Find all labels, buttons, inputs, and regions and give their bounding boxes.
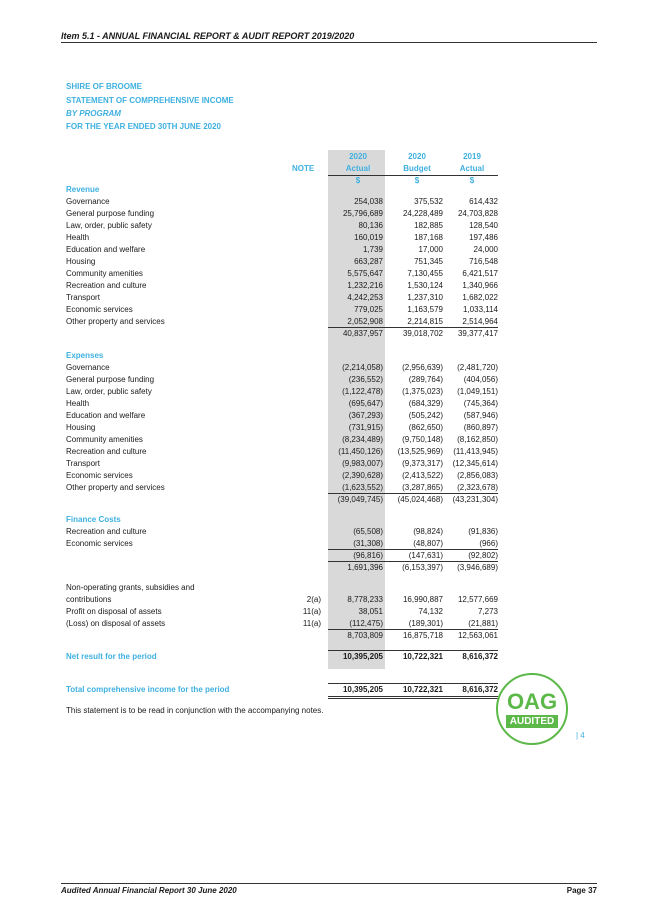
row-label: Health	[66, 233, 90, 242]
value-2020-actual: 40,837,957	[342, 329, 383, 338]
value-2020-budget: (862,650)	[408, 423, 443, 432]
value-2020-budget: (3,287,865)	[402, 483, 443, 492]
value-2020-actual: (9,983,007)	[342, 459, 383, 468]
value-2020-budget: 16,875,718	[402, 631, 443, 640]
non-operating-heading-row	[0, 582, 653, 594]
col1-unit: $	[355, 176, 361, 185]
expense-row	[0, 422, 653, 434]
statement-note: This statement is to be read in conjunction with the accompanying notes.	[66, 706, 324, 715]
finance-heading-row	[0, 514, 653, 526]
value-2019-actual: (91,836)	[468, 527, 498, 536]
net-result-label: Net result for the period	[66, 652, 157, 661]
row-label: Law, order, public safety	[66, 221, 152, 230]
title-statement: STATEMENT OF COMPREHENSIVE INCOME	[66, 96, 234, 105]
col1-year: 2020	[349, 152, 367, 161]
stamp-bottom-text: AUDITED	[506, 715, 558, 728]
value-2020-actual: (11,450,126)	[338, 447, 383, 456]
revenue-row	[0, 196, 653, 208]
value-2020-budget: 1,163,579	[407, 305, 443, 314]
value-2020-budget: 7,130,455	[407, 269, 443, 278]
expense-row	[0, 434, 653, 446]
col3-year: 2019	[463, 152, 481, 161]
value-2020-budget: 16,990,887	[402, 595, 443, 604]
value-2019-actual: (43,231,304)	[452, 495, 498, 504]
value-2019-actual: (21,881)	[468, 619, 498, 628]
expense-row	[0, 458, 653, 470]
value-2020-budget: (684,329)	[408, 399, 443, 408]
title-entity: SHIRE OF BROOME	[66, 82, 143, 91]
footer-divider	[61, 883, 597, 884]
revenue-row	[0, 304, 653, 316]
value-2020-budget: 24,228,489	[402, 209, 443, 218]
expense-row	[0, 482, 653, 494]
value-2020-budget: (1,375,023)	[402, 387, 443, 396]
value-2020-actual: 38,051	[358, 607, 383, 616]
value-2019-actual: 12,577,669	[457, 595, 498, 604]
value-2020-actual: 1,691,396	[347, 563, 383, 572]
non-operating-heading: Non-operating grants, subsidies and	[66, 583, 195, 592]
row-label: Recreation and culture	[66, 527, 147, 536]
row-label: Transport	[66, 459, 100, 468]
operating-subtotal-row	[0, 562, 653, 574]
col3-kind: Actual	[459, 164, 485, 173]
value-2020-budget: (48,807)	[413, 539, 443, 548]
row-label: General purpose funding	[66, 209, 155, 218]
value-2020-actual: (31,308)	[353, 539, 383, 548]
value-2019-actual: 24,000	[473, 245, 498, 254]
non-operating-row	[0, 594, 653, 606]
value-2019-actual: (587,946)	[463, 411, 498, 420]
row-label: Economic services	[66, 471, 133, 480]
row-label: General purpose funding	[66, 375, 155, 384]
expenses-total-row	[0, 494, 653, 506]
revenue-row	[0, 256, 653, 268]
value-2020-budget: 74,132	[418, 607, 443, 616]
value-2020-actual: 663,287	[354, 257, 383, 266]
value-2020-actual: (96,816)	[353, 551, 383, 560]
col2-year: 2020	[408, 152, 426, 161]
value-2020-actual: (731,915)	[348, 423, 383, 432]
value-2020-budget: 10,722,321	[402, 652, 443, 661]
col3-unit: $	[469, 176, 475, 185]
value-2020-actual: (2,390,628)	[342, 471, 383, 480]
value-2020-actual: (695,647)	[348, 399, 383, 408]
row-label: Profit on disposal of assets	[66, 607, 162, 616]
value-2020-actual: 1,739	[362, 245, 383, 254]
row-label: Education and welfare	[66, 245, 146, 254]
row-label: Education and welfare	[66, 411, 146, 420]
value-2020-budget: 751,345	[414, 257, 443, 266]
revenue-total-row	[0, 328, 653, 340]
value-2019-actual: 39,377,417	[457, 329, 498, 338]
title-period: FOR THE YEAR ENDED 30TH JUNE 2020	[66, 122, 222, 131]
footer-title: Audited Annual Financial Report 30 June 2020	[61, 886, 237, 895]
row-label: Economic services	[66, 305, 133, 314]
row-label: Governance	[66, 197, 110, 206]
non-operating-total-row	[0, 630, 653, 642]
value-2020-budget: 182,885	[414, 221, 443, 230]
net-result-row	[0, 651, 653, 663]
row-label: Economic services	[66, 539, 133, 548]
value-2020-actual: 25,796,689	[342, 209, 383, 218]
revenue-row	[0, 280, 653, 292]
revenue-row	[0, 316, 653, 328]
row-label: Community amenities	[66, 269, 143, 278]
value-2020-actual: 1,232,216	[347, 281, 383, 290]
value-2019-actual: (2,323,678)	[457, 483, 498, 492]
revenue-row	[0, 208, 653, 220]
expense-row	[0, 386, 653, 398]
value-2019-actual: 1,682,022	[462, 293, 498, 302]
value-2019-actual: (745,364)	[463, 399, 498, 408]
finance-costs-heading: Finance Costs	[66, 515, 121, 524]
value-2019-actual: 614,432	[469, 197, 498, 206]
value-2019-actual: (404,056)	[463, 375, 498, 384]
value-2019-actual: (3,946,689)	[457, 563, 498, 572]
value-2020-budget: (45,024,468)	[397, 495, 443, 504]
non-operating-row	[0, 606, 653, 618]
value-2020-actual: (1,122,478)	[342, 387, 383, 396]
value-2020-actual: 80,136	[358, 221, 383, 230]
value-2020-budget: 2,214,815	[407, 317, 443, 326]
row-label: contributions	[66, 595, 112, 604]
revenue-row	[0, 268, 653, 280]
value-2020-actual: 8,703,809	[347, 631, 383, 640]
value-2020-budget: (189,301)	[408, 619, 443, 628]
value-2020-actual: 10,395,205	[342, 652, 383, 661]
value-2020-actual: 4,242,253	[347, 293, 383, 302]
value-2019-actual: 716,548	[469, 257, 498, 266]
value-2020-actual: 8,778,233	[347, 595, 383, 604]
finance-total-row	[0, 550, 653, 562]
section-page-number: | 4	[576, 731, 585, 740]
value-2020-actual: (2,214,058)	[342, 363, 383, 372]
non-operating-row	[0, 618, 653, 630]
value-2020-budget: 10,722,321	[402, 685, 443, 694]
expenses-heading-row	[0, 350, 653, 362]
value-2020-budget: (98,824)	[413, 527, 443, 536]
value-2020-budget: 375,532	[414, 197, 443, 206]
value-2020-actual: 779,025	[354, 305, 383, 314]
value-2019-actual: 197,486	[469, 233, 498, 242]
value-2020-actual: (236,552)	[348, 375, 383, 384]
expense-row	[0, 374, 653, 386]
value-2019-actual: (860,897)	[463, 423, 498, 432]
page-header: Item 5.1 - ANNUAL FINANCIAL REPORT & AUDIT REPORT 2019/2020	[61, 31, 355, 41]
value-2019-actual: 8,616,372	[462, 685, 498, 694]
value-2020-budget: (2,956,639)	[402, 363, 443, 372]
value-2020-budget: (6,153,397)	[402, 563, 443, 572]
expense-row	[0, 446, 653, 458]
value-2020-actual: 2,052,908	[347, 317, 383, 326]
value-2020-budget: (505,242)	[408, 411, 443, 420]
value-2020-budget: (289,764)	[408, 375, 443, 384]
value-2020-actual: (367,293)	[348, 411, 383, 420]
value-2020-actual: (8,234,489)	[342, 435, 383, 444]
note-column-header: NOTE	[292, 164, 315, 173]
value-2020-budget: 1,530,124	[407, 281, 443, 290]
value-2020-actual: 10,395,205	[342, 685, 383, 694]
value-2020-actual: (1,623,552)	[342, 483, 383, 492]
value-2019-actual: (966)	[479, 539, 498, 548]
expense-row	[0, 398, 653, 410]
value-2019-actual: (2,856,083)	[457, 471, 498, 480]
row-label: Housing	[66, 423, 96, 432]
footer-page-number: Page 37	[566, 886, 597, 895]
row-note: 2(a)	[306, 595, 321, 604]
finance-row	[0, 526, 653, 538]
value-2020-budget: (9,373,317)	[402, 459, 443, 468]
revenue-heading-row	[0, 184, 653, 196]
value-2019-actual: 2,514,964	[462, 317, 498, 326]
value-2020-actual: (112,475)	[349, 619, 383, 628]
expenses-heading: Expenses	[66, 351, 104, 360]
expense-row	[0, 470, 653, 482]
value-2020-budget: (13,525,969)	[397, 447, 443, 456]
row-label: Transport	[66, 293, 100, 302]
row-label: (Loss) on disposal of assets	[66, 619, 166, 628]
expense-row	[0, 410, 653, 422]
stamp-top-text: OAG	[506, 688, 558, 714]
row-label: Governance	[66, 363, 110, 372]
value-2020-actual: 160,019	[354, 233, 383, 242]
value-2020-actual: 5,575,647	[347, 269, 383, 278]
value-2019-actual: 7,273	[477, 607, 498, 616]
row-label: Other property and services	[66, 317, 165, 326]
revenue-row	[0, 244, 653, 256]
expense-row	[0, 362, 653, 374]
col2-unit: $	[414, 176, 420, 185]
value-2019-actual: (12,345,614)	[452, 459, 498, 468]
value-2019-actual: (1,049,151)	[457, 387, 498, 396]
value-2020-budget: (147,631)	[408, 551, 443, 560]
row-label: Other property and services	[66, 483, 165, 492]
title-program: BY PROGRAM	[66, 109, 121, 118]
revenue-row	[0, 292, 653, 304]
value-2019-actual: 128,540	[469, 221, 498, 230]
revenue-row	[0, 220, 653, 232]
row-label: Law, order, public safety	[66, 387, 152, 396]
value-2019-actual: (92,802)	[468, 551, 498, 560]
value-2019-actual: 24,703,828	[457, 209, 498, 218]
revenue-heading: Revenue	[66, 185, 100, 194]
double-rule	[328, 696, 498, 697]
revenue-row	[0, 232, 653, 244]
value-2020-budget: (2,413,522)	[402, 471, 443, 480]
value-2020-budget: 17,000	[418, 245, 443, 254]
row-label: Health	[66, 399, 90, 408]
value-2019-actual: (8,162,850)	[457, 435, 498, 444]
value-2019-actual: 6,421,517	[462, 269, 498, 278]
header-divider	[61, 42, 597, 43]
col1-kind: Actual	[345, 164, 371, 173]
oag-audited-stamp	[496, 673, 568, 745]
value-2020-budget: 187,168	[414, 233, 443, 242]
value-2020-actual: 254,038	[354, 197, 383, 206]
row-label: Recreation and culture	[66, 281, 147, 290]
row-label: Community amenities	[66, 435, 143, 444]
double-rule	[328, 698, 498, 699]
value-2020-actual: (65,508)	[353, 527, 383, 536]
value-2019-actual: (2,481,720)	[457, 363, 498, 372]
value-2019-actual: (11,413,945)	[453, 447, 498, 456]
value-2020-budget: 39,018,702	[402, 329, 443, 338]
row-note: 11(a)	[302, 607, 321, 616]
row-label: Recreation and culture	[66, 447, 147, 456]
value-2019-actual: 12,563,061	[457, 631, 498, 640]
col2-kind: Budget	[403, 164, 431, 173]
value-2020-budget: 1,237,310	[407, 293, 443, 302]
finance-row	[0, 538, 653, 550]
value-2019-actual: 8,616,372	[462, 652, 498, 661]
total-comprehensive-label: Total comprehensive income for the period	[66, 685, 230, 694]
row-note: 11(a)	[302, 619, 321, 628]
row-label: Housing	[66, 257, 96, 266]
value-2020-budget: (9,750,148)	[402, 435, 443, 444]
value-2019-actual: 1,033,114	[463, 305, 498, 314]
value-2019-actual: 1,340,966	[462, 281, 498, 290]
value-2020-actual: (39,049,745)	[337, 495, 383, 504]
